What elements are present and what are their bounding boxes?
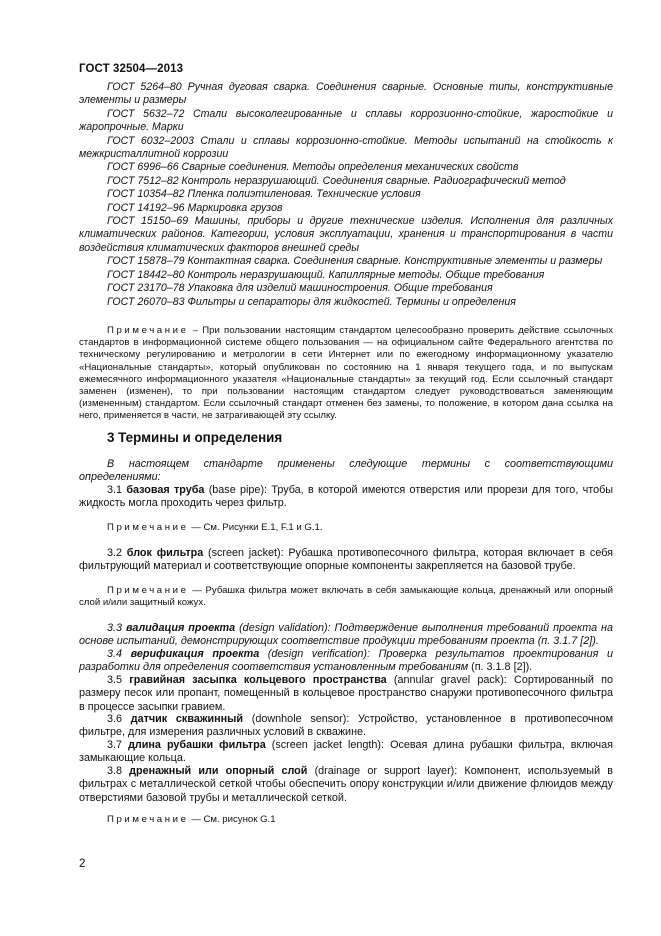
reference-item: ГОСТ 26070–83 Фильтры и сепараторы для жидкостей. Термины и определения	[107, 295, 516, 308]
term-name: блок фильтра	[126, 547, 204, 559]
term-name: длина рубашки фильтра	[128, 739, 266, 751]
note-text: — Рубашка фильтра может включать в себя замыкающие кольца, дренажный или опорный слой и/или защитный кожух.	[79, 585, 613, 609]
term-3-8	[79, 765, 613, 805]
term-number: 3.5	[107, 674, 123, 686]
reference-item: ГОСТ 15150–69 Машины, приборы и другие технические изделия. Исполнения для различных климатических районов. Категории, условия эксплуатации, хранения и транспортирования в части воздействия климатических факторов внешней среды	[79, 215, 613, 254]
term-name: базовая труба	[126, 484, 205, 496]
reference-item: ГОСТ 5632–72 Стали высоколегированные и сплавы коррозионно-стойкие, жаростойкие и жаропрочные. Марки	[79, 107, 613, 134]
term-name: дренажный или опорный слой	[129, 765, 308, 777]
note-text: — См. рисунок G.1	[188, 814, 276, 825]
term-definition: (annular gravel pack): Сортированный по размеру песок или пропант, помещенный в кольцевое пространство снаружи противопесочного фильтра в процессе засыпки гравием.	[79, 674, 614, 713]
term-3-6	[79, 713, 613, 740]
note-text: – При пользовании настоящим стандартом целесообразно проверить действие ссылочных стандартов в информационной системе общего пользования — на официальном сайте Федерального агентства по техническому регулированию и метрологии в сети Интернет или по ежегодному информационному указателю «Национальные стандарты», который опубликован по состоянию на 1 января текущего года, и по выпускам ежемесячного информационного указателя «Национальные стандарты» за текущий год. Если ссылочный стандарт заменен (изменен), то при пользовании настоящим стандартом следует руководствоваться заменяющим (измененным) стандартом. Если ссылочный стандарт отменен без замены, то положение, в котором дана ссылка на него, применяется в части, не затрагивающей эту ссылку.	[79, 325, 613, 422]
reference-item: ГОСТ 5264–80 Ручная дуговая сварка. Соединения сварные. Основные типы, конструктивные элементы и размеры	[79, 81, 613, 107]
reference-item: ГОСТ 14192–96 Маркировка грузов	[107, 201, 283, 214]
reference-item: ГОСТ 6996–66 Сварные соединения. Методы определения механических свойств	[107, 161, 519, 174]
term-definition: (design verification): Проверка результатов проектирования и разработки для определения соответствия установленным требованиям	[79, 648, 613, 674]
term-number: 3.4	[107, 648, 123, 660]
note-label: Примечание	[107, 585, 189, 596]
term-3-2	[79, 547, 613, 574]
term-note	[79, 522, 613, 534]
note-label: Примечание	[107, 325, 189, 336]
reference-item: ГОСТ 7512–82 Контроль неразрушающий. Соединения сварные. Радиографический метод	[107, 174, 566, 187]
term-definition: (base pipe): Труба, в которой имеются отверстия или прорези для того, чтобы жидкость могла проходить через фильтр.	[79, 484, 614, 510]
term-number: 3.3	[107, 622, 123, 634]
reference-item: ГОСТ 23170–78 Упаковка для изделий машиностроения. Общие требования	[107, 282, 493, 295]
note-label: Примечание	[107, 522, 189, 533]
term-definition: (downhole sensor): Устройство, установленное в противопесочном фильтре, для измерения различных условий в скважине.	[79, 713, 614, 739]
term-note	[79, 585, 613, 609]
term-number: 3.2	[107, 547, 123, 559]
reference-item: ГОСТ 15878–79 Контактная сварка. Соединения сварные. Конструктивные элементы и размеры	[107, 255, 603, 268]
reference-item: ГОСТ 6032–2003 Стали и сплавы коррозионно-стойкие. Методы испытаний на стойкость к межкристаллитной коррозии	[79, 134, 613, 161]
note-text: — См. Рисунки Е.1, F.1 и G.1.	[188, 522, 323, 533]
term-source: (п. 3.1.8 [2]).	[468, 661, 533, 674]
section-title: 3 Термины и определения	[107, 430, 283, 445]
term-name: датчик скважинный	[130, 713, 244, 725]
term-definition: (screen jacket): Рубашка противопесочного фильтра, которая включает в себя фильтрующий материал и соответствующие опорные компоненты закрепляется на базовой трубе.	[79, 547, 613, 573]
term-3-7	[79, 739, 613, 766]
note-label: Примечание	[107, 814, 189, 825]
term-3-3	[79, 622, 613, 649]
term-name: верификация проекта	[130, 648, 260, 660]
term-3-1	[79, 484, 613, 511]
term-name: валидация проекта	[125, 622, 236, 634]
normative-references-list	[79, 81, 613, 309]
references-note	[79, 325, 613, 423]
page-number: 2	[79, 858, 86, 870]
section-intro: В настоящем стандарте применены следующие термины с соответствующими определениями:	[79, 458, 613, 484]
term-3-5	[79, 674, 613, 714]
term-name: гравийная засыпка кольцевого пространства	[129, 674, 387, 686]
term-note	[79, 814, 613, 826]
term-number: 3.8	[107, 765, 123, 777]
term-number: 3.1	[107, 484, 123, 496]
term-3-4	[79, 648, 613, 675]
term-definition: (drainage or support layer): Компонент, используемый в фильтрах с металлической сеткой чтобы обеспечить опору конструкции и/или движение флюидов между отверстиями базовой трубы и металлической сеткой.	[79, 765, 613, 804]
document-code-header: ГОСТ 32504—2013	[79, 63, 184, 75]
term-definition: (design validation): Подтверждение выполнения требований проекта на основе испытаний, демонстрирующих соответствие продукции требованиям проекта (п. 3.1.7 [2]).	[79, 622, 614, 648]
reference-item: ГОСТ 10354–82 Пленка полиэтиленовая. Технические условия	[107, 188, 421, 201]
term-number: 3.6	[107, 713, 123, 725]
reference-item: ГОСТ 18442–80 Контроль неразрушающий. Капиллярные методы. Общие требования	[107, 268, 545, 281]
term-number: 3.7	[107, 739, 123, 751]
term-definition: (screen jacket length): Осевая длина рубашки фильтра, включая замыкающие кольца.	[79, 739, 613, 765]
